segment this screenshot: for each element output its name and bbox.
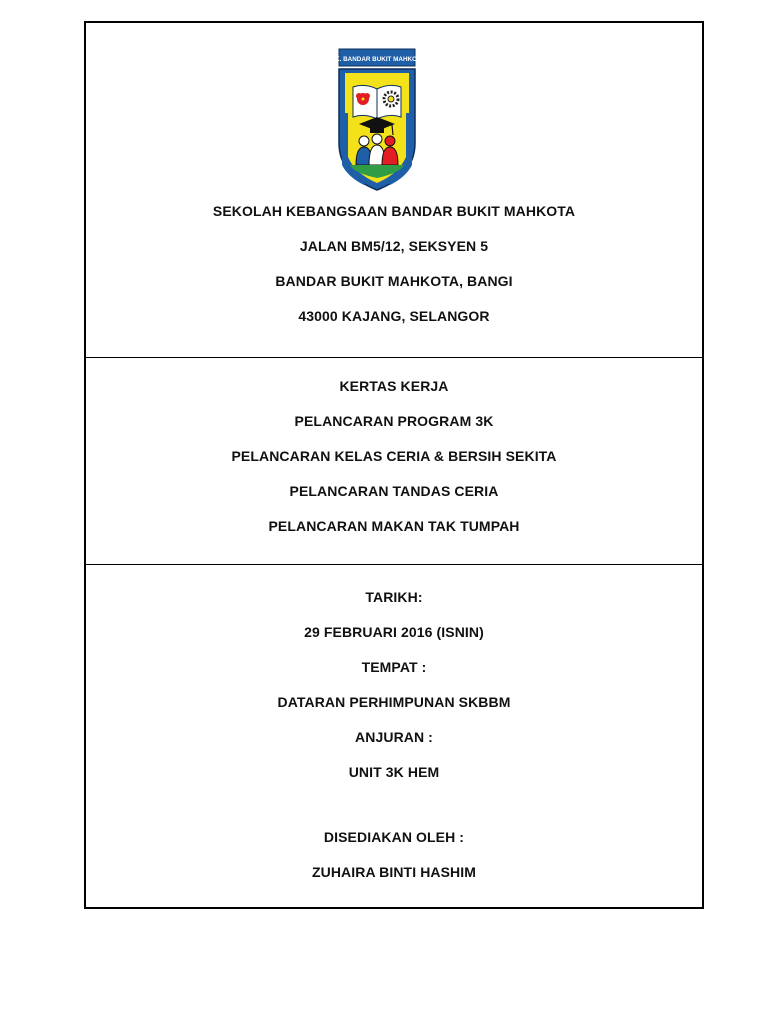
school-address-line-2: BANDAR BUKIT MAHKOTA, BANGI [275,273,513,289]
event-details-section [86,565,702,907]
prepared-by-value: ZUHAIRA BINTI HASHIM [311,864,477,880]
venue-label: TEMPAT : [361,659,427,675]
organizer-label: ANJURAN : [355,729,433,745]
school-name: SEKOLAH KEBANGSAAN BANDAR BUKIT MAHKOTA [212,203,576,219]
crest-banner-text: S.K. BANDAR BUKIT MAHKOTA [329,56,425,63]
paper-title-section [86,358,702,565]
school-crest-logo [329,47,425,193]
cover-page-frame [84,21,704,909]
paper-heading: KERTAS KERJA [339,378,449,394]
school-address-line-1: JALAN BM5/12, SEKSYEN 5 [299,238,489,254]
date-value: 29 FEBRUARI 2016 (ISNIN) [304,624,484,640]
prepared-by-label: DISEDIAKAN OLEH : [323,829,465,845]
school-section [86,23,702,358]
program-title-1: PELANCARAN PROGRAM 3K [294,413,494,429]
program-title-2: PELANCARAN KELAS CERIA & BERSIH SEKITA [231,448,557,464]
program-title-4: PELANCARAN MAKAN TAK TUMPAH [268,518,520,534]
organizer-value: UNIT 3K HEM [348,764,440,780]
venue-value: DATARAN PERHIMPUNAN SKBBM [277,694,511,710]
date-label: TARIKH: [365,589,423,605]
program-title-3: PELANCARAN TANDAS CERIA [289,483,499,499]
school-address-line-3: 43000 KAJANG, SELANGOR [298,308,490,324]
